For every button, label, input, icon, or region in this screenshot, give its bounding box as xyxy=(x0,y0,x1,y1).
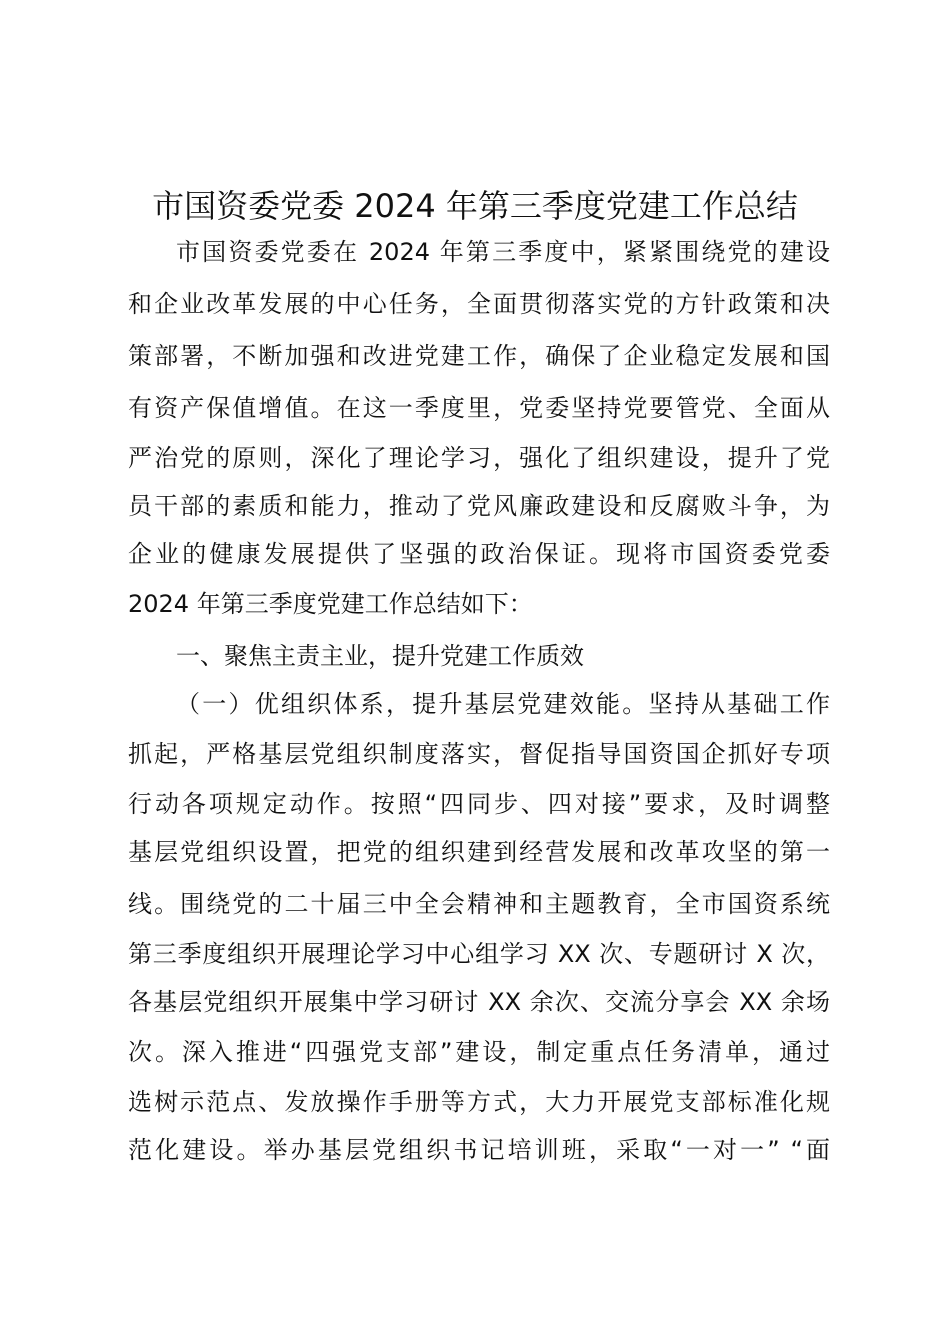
body-line: 基层党组织设置，把党的组织建到经营发展和改革攻坚的第一 xyxy=(128,838,830,866)
body-line: 第三季度组织开展理论学习中心组学习 XX 次、专题研讨 X 次， xyxy=(128,940,830,968)
body-line: 范化建设。举办基层党组织书记培训班，采取“一对一” “面 xyxy=(128,1136,830,1164)
intro-line: 2024 年第三季度党建工作总结如下： xyxy=(128,590,533,618)
intro-line: 市国资委党委在 2024 年第三季度中，紧紧围绕党的建设 xyxy=(176,238,830,266)
intro-line: 策部署，不断加强和改进党建工作，确保了企业稳定发展和国 xyxy=(128,342,830,370)
body-line: （一）优组织体系，提升基层党建效能。坚持从基础工作 xyxy=(176,690,830,718)
body-line: 选树示范点、发放操作手册等方式，大力开展党支部标准化规 xyxy=(128,1088,830,1116)
intro-line: 和企业改革发展的中心任务，全面贯彻落实党的方针政策和决 xyxy=(128,290,830,318)
body-line: 线。围绕党的二十届三中全会精神和主题教育，全市国资系统 xyxy=(128,890,830,918)
body-line: 次。深入推进“四强党支部”建设，制定重点任务清单，通过 xyxy=(128,1038,830,1066)
intro-line: 企业的健康发展提供了坚强的政治保证。现将市国资委党委 xyxy=(128,540,830,568)
body-line: 行动各项规定动作。按照“四同步、四对接”要求，及时调整 xyxy=(128,790,830,818)
body-line: 各基层党组织开展集中学习研讨 XX 余次、交流分享会 XX 余场 xyxy=(128,988,830,1016)
intro-line: 员干部的素质和能力，推动了党风廉政建设和反腐败斗争，为 xyxy=(128,492,830,520)
section-heading: 一、聚焦主责主业，提升党建工作质效 xyxy=(176,642,584,670)
intro-line: 严治党的原则，深化了理论学习，强化了组织建设，提升了党 xyxy=(128,444,830,472)
body-line: 抓起，严格基层党组织制度落实，督促指导国资国企抓好专项 xyxy=(128,740,830,768)
document-title: 市国资委党委 2024 年第三季度党建工作总结 xyxy=(152,187,798,225)
intro-line: 有资产保值增值。在这一季度里，党委坚持党要管党、全面从 xyxy=(128,394,830,422)
